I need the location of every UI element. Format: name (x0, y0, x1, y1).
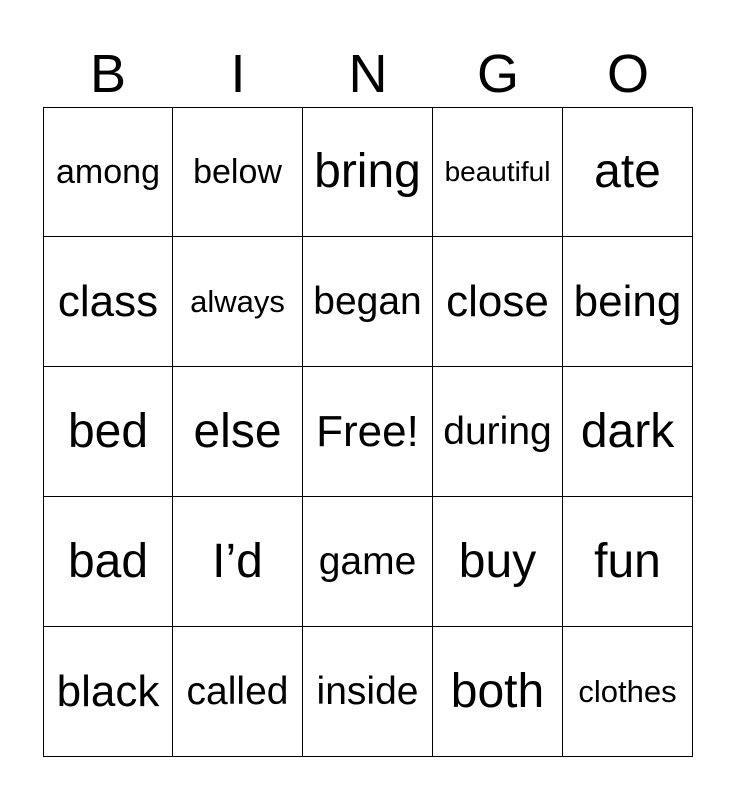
bingo-cell[interactable]: else (173, 367, 303, 497)
bingo-cell[interactable]: I’d (173, 497, 303, 627)
bingo-cell[interactable]: dark (563, 367, 693, 497)
header-letter-n: N (348, 44, 388, 104)
bingo-cell[interactable]: game (303, 497, 433, 627)
bingo-cell[interactable]: called (173, 627, 303, 757)
bingo-cell[interactable]: during (433, 367, 563, 497)
bingo-cell[interactable]: began (303, 237, 433, 367)
free-space[interactable]: Free! (303, 367, 433, 497)
bingo-cell[interactable]: always (173, 237, 303, 367)
bingo-cell[interactable]: bad (43, 497, 173, 627)
header-letter-i: I (230, 44, 246, 104)
bingo-cell[interactable]: fun (563, 497, 693, 627)
bingo-cell[interactable]: bed (43, 367, 173, 497)
bingo-cell[interactable]: being (563, 237, 693, 367)
bingo-header (43, 44, 693, 104)
header-letter-o: O (606, 44, 649, 104)
bingo-cell[interactable]: ate (563, 107, 693, 237)
bingo-cell[interactable]: below (173, 107, 303, 237)
bingo-cell[interactable]: beautiful (433, 107, 563, 237)
header-letter-g: G (476, 44, 519, 104)
header-letter-b: B (89, 44, 127, 104)
bingo-cell[interactable]: both (433, 627, 563, 757)
bingo-cell[interactable]: bring (303, 107, 433, 237)
bingo-cell[interactable]: among (43, 107, 173, 237)
bingo-cell[interactable]: class (43, 237, 173, 367)
bingo-cell[interactable]: black (43, 627, 173, 757)
bingo-cell[interactable]: close (433, 237, 563, 367)
bingo-cell[interactable]: inside (303, 627, 433, 757)
bingo-cell[interactable]: buy (433, 497, 563, 627)
bingo-cell[interactable]: clothes (563, 627, 693, 757)
bingo-board (43, 107, 693, 757)
